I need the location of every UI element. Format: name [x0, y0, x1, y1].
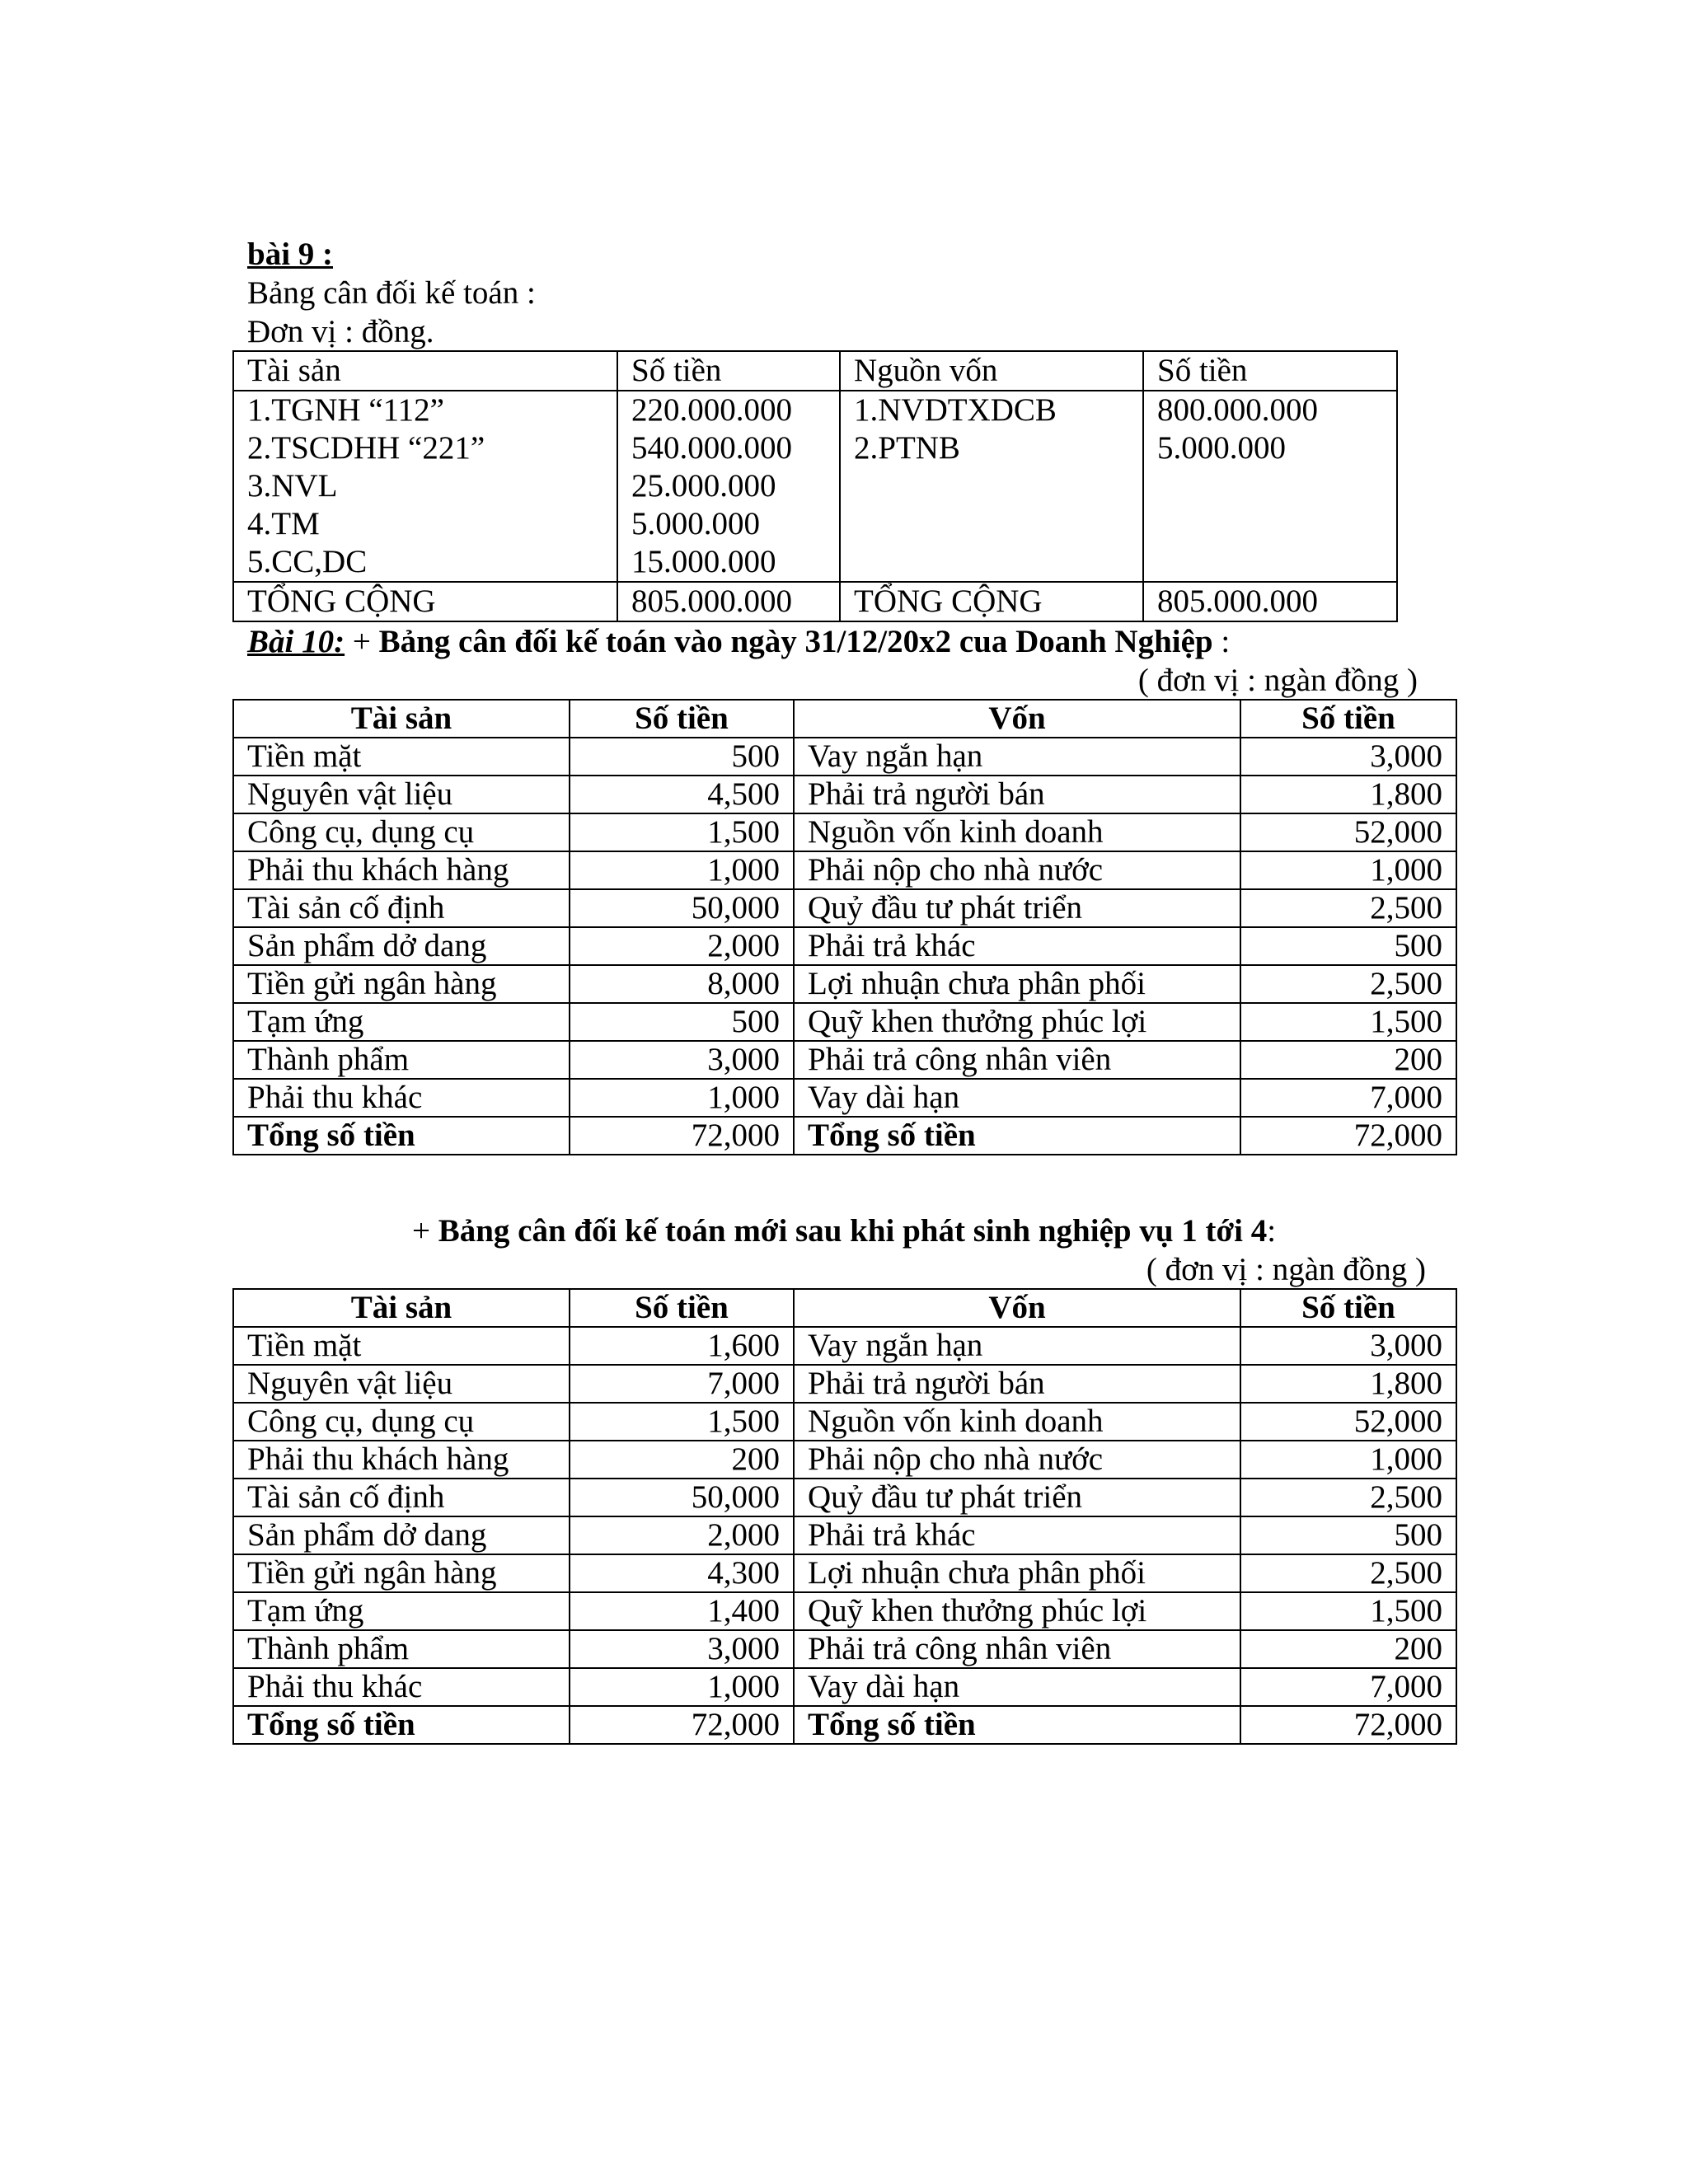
item-name-cell: Thành phẩm: [233, 1041, 570, 1079]
total-value: 72,000: [570, 1117, 794, 1155]
amount-cell: 200: [570, 1441, 794, 1479]
total-label: Tổng số tiền: [794, 1706, 1240, 1744]
table-row: [233, 1479, 1456, 1516]
header-cell: Số tiền: [1143, 351, 1397, 391]
asset-value: 540.000.000: [631, 430, 792, 466]
item-name-cell: Tiền gửi ngân hàng: [233, 1554, 570, 1592]
amount-cell: 7,000: [1240, 1079, 1456, 1117]
table-row: [233, 1441, 1456, 1479]
table-total-row: [233, 582, 1397, 621]
asset-value: 220.000.000: [631, 392, 792, 428]
table-row: [233, 1554, 1456, 1592]
bai9-unit: Đơn vị : đồng.: [247, 314, 434, 349]
bai10-title-prefix: +: [345, 624, 379, 659]
amount-cell: 1,000: [1240, 851, 1456, 889]
amount-cell: 2,500: [1240, 1554, 1456, 1592]
table-row: [233, 851, 1456, 889]
header-cell: Số tiền: [570, 700, 794, 738]
total-value: 805.000.000: [617, 582, 840, 621]
item-name-cell: Phải trả khác: [794, 1516, 1240, 1554]
amount-cell: 1,800: [1240, 776, 1456, 813]
item-name-cell: Phải trả người bán: [794, 776, 1240, 813]
item-name-cell: Công cụ, dụng cụ: [233, 813, 570, 851]
bai10-title: Bảng cân đối kế toán vào ngày 31/12/20x2 cua Doanh Nghiệp: [378, 624, 1213, 659]
total-value: 72,000: [570, 1706, 794, 1744]
asset-item: 2.TSCDHH “221”: [247, 430, 485, 466]
item-name-cell: Phải thu khách hàng: [233, 851, 570, 889]
table-row: [233, 1630, 1456, 1668]
table-row: [233, 1403, 1456, 1441]
header-cell: Nguồn vốn: [840, 351, 1143, 391]
asset-list-cell: [233, 391, 617, 582]
amount-cell: 500: [1240, 927, 1456, 965]
amount-cell: 200: [1240, 1630, 1456, 1668]
amount-cell: 1,000: [570, 1668, 794, 1706]
new-table-title-prefix: +: [411, 1213, 438, 1249]
source-item: 1.NVDTXDCB: [854, 392, 1057, 428]
item-name-cell: Tiền mặt: [233, 738, 570, 776]
amount-cell: 1,000: [1240, 1441, 1456, 1479]
new-balance-table: [232, 1288, 1457, 1745]
header-cell: Tài sản: [233, 700, 570, 738]
amount-cell: 1,500: [570, 813, 794, 851]
table-row: [233, 1003, 1456, 1041]
table-row: [233, 391, 1397, 582]
bai9-heading: bài 9 :: [247, 237, 334, 272]
header-cell: Tài sản: [233, 1289, 570, 1327]
item-name-cell: Vay ngắn hạn: [794, 738, 1240, 776]
item-name-cell: Phải trả công nhân viên: [794, 1630, 1240, 1668]
item-name-cell: Nguyên vật liệu: [233, 776, 570, 813]
table-row: [233, 1041, 1456, 1079]
table-total-row: [233, 1706, 1456, 1744]
item-name-cell: Quỷ đầu tư phát triển: [794, 1479, 1240, 1516]
amount-cell: 3,000: [570, 1041, 794, 1079]
amount-cell: 2,500: [1240, 889, 1456, 927]
total-value: 72,000: [1240, 1706, 1456, 1744]
source-value-cell: [1143, 391, 1397, 582]
item-name-cell: Phải thu khách hàng: [233, 1441, 570, 1479]
amount-cell: 500: [570, 738, 794, 776]
amount-cell: 3,000: [1240, 738, 1456, 776]
item-name-cell: Phải trả khác: [794, 927, 1240, 965]
header-cell: Tài sản: [233, 351, 617, 391]
item-name-cell: Tạm ứng: [233, 1592, 570, 1630]
asset-value: 15.000.000: [631, 544, 776, 579]
amount-cell: 1,600: [570, 1327, 794, 1365]
item-name-cell: Phải trả người bán: [794, 1365, 1240, 1403]
table-row: [233, 738, 1456, 776]
amount-cell: 2,000: [570, 927, 794, 965]
total-label: Tổng số tiền: [233, 1706, 570, 1744]
total-label: Tổng số tiền: [794, 1117, 1240, 1155]
header-cell: Vốn: [794, 700, 1240, 738]
item-name-cell: Nguồn vốn kinh doanh: [794, 1403, 1240, 1441]
total-label: TỔNG CỘNG: [233, 582, 617, 621]
amount-cell: 4,500: [570, 776, 794, 813]
total-value: 72,000: [1240, 1117, 1456, 1155]
new-table-unit: ( đơn vị : ngàn đồng ): [1146, 1252, 1426, 1287]
item-name-cell: Vay ngắn hạn: [794, 1327, 1240, 1365]
source-value: 5.000.000: [1157, 430, 1286, 466]
item-name-cell: Nguyên vật liệu: [233, 1365, 570, 1403]
bai10-unit: ( đơn vị : ngàn đồng ): [1137, 663, 1418, 698]
amount-cell: 7,000: [570, 1365, 794, 1403]
amount-cell: 52,000: [1240, 813, 1456, 851]
asset-value: 5.000.000: [631, 506, 760, 541]
item-name-cell: Lợi nhuận chưa phân phối: [794, 965, 1240, 1003]
item-name-cell: Vay dài hạn: [794, 1079, 1240, 1117]
amount-cell: 50,000: [570, 889, 794, 927]
item-name-cell: Tiền mặt: [233, 1327, 570, 1365]
bai9-subtitle: Bảng cân đối kế toán :: [247, 275, 536, 311]
amount-cell: 1,000: [570, 851, 794, 889]
table-row: [233, 1365, 1456, 1403]
total-label: TỔNG CỘNG: [840, 582, 1143, 621]
item-name-cell: Quỷ đầu tư phát triển: [794, 889, 1240, 927]
table-header-row: [233, 1289, 1456, 1327]
amount-cell: 4,300: [570, 1554, 794, 1592]
table-header-row: [233, 351, 1397, 391]
table-row: [233, 1668, 1456, 1706]
new-table-title: Bảng cân đối kế toán mới sau khi phát sinh nghiệp vụ 1 tới 4: [438, 1213, 1268, 1249]
item-name-cell: Vay dài hạn: [794, 1668, 1240, 1706]
amount-cell: 1,000: [570, 1079, 794, 1117]
item-name-cell: Phải thu khác: [233, 1079, 570, 1117]
source-value: 800.000.000: [1157, 392, 1318, 428]
bai10-title-line: [247, 622, 1230, 661]
amount-cell: 1,500: [1240, 1592, 1456, 1630]
asset-item: 3.NVL: [247, 468, 338, 504]
item-name-cell: Phải nộp cho nhà nước: [794, 1441, 1240, 1479]
asset-item: 5.CC,DC: [247, 544, 368, 579]
header-cell: Vốn: [794, 1289, 1240, 1327]
amount-cell: 200: [1240, 1041, 1456, 1079]
bai10-label: Bài 10:: [247, 624, 345, 659]
bai10-title-suffix: :: [1212, 624, 1231, 659]
bai10-table: [232, 699, 1457, 1155]
table-row: [233, 965, 1456, 1003]
source-list-cell: [840, 391, 1143, 582]
table-total-row: [233, 1117, 1456, 1155]
table-row: [233, 776, 1456, 813]
new-table-title-line: [232, 1212, 1456, 1250]
item-name-cell: Thành phẩm: [233, 1630, 570, 1668]
asset-value-cell: [617, 391, 840, 582]
bai10-table-body: [233, 738, 1456, 1155]
new-table-title-suffix: :: [1267, 1213, 1277, 1249]
amount-cell: 1,500: [1240, 1003, 1456, 1041]
amount-cell: 8,000: [570, 965, 794, 1003]
table-row: [233, 927, 1456, 965]
item-name-cell: Phải thu khác: [233, 1668, 570, 1706]
amount-cell: 2,500: [1240, 965, 1456, 1003]
header-cell: Số tiền: [617, 351, 840, 391]
header-cell: Số tiền: [570, 1289, 794, 1327]
amount-cell: 500: [1240, 1516, 1456, 1554]
amount-cell: 1,800: [1240, 1365, 1456, 1403]
table-row: [233, 813, 1456, 851]
item-name-cell: Quỹ khen thưởng phúc lợi: [794, 1592, 1240, 1630]
item-name-cell: Lợi nhuận chưa phân phối: [794, 1554, 1240, 1592]
amount-cell: 50,000: [570, 1479, 794, 1516]
amount-cell: 52,000: [1240, 1403, 1456, 1441]
asset-item: 4.TM: [247, 506, 320, 541]
item-name-cell: Sản phẩm dở dang: [233, 927, 570, 965]
asset-item: 1.TGNH “112”: [247, 392, 444, 428]
item-name-cell: Phải nộp cho nhà nước: [794, 851, 1240, 889]
amount-cell: 500: [570, 1003, 794, 1041]
amount-cell: 3,000: [570, 1630, 794, 1668]
item-name-cell: Sản phẩm dở dang: [233, 1516, 570, 1554]
item-name-cell: Tạm ứng: [233, 1003, 570, 1041]
item-name-cell: Phải trả công nhân viên: [794, 1041, 1240, 1079]
amount-cell: 2,500: [1240, 1479, 1456, 1516]
bai9-table: [232, 350, 1398, 622]
header-cell: Số tiền: [1240, 700, 1456, 738]
asset-value: 25.000.000: [631, 468, 776, 504]
table-row: [233, 1592, 1456, 1630]
item-name-cell: Tài sản cố định: [233, 1479, 570, 1516]
item-name-cell: Công cụ, dụng cụ: [233, 1403, 570, 1441]
amount-cell: 3,000: [1240, 1327, 1456, 1365]
source-item: 2.PTNB: [854, 430, 960, 466]
table-header-row: [233, 700, 1456, 738]
amount-cell: 7,000: [1240, 1668, 1456, 1706]
amount-cell: 1,400: [570, 1592, 794, 1630]
total-label: Tổng số tiền: [233, 1117, 570, 1155]
item-name-cell: Tài sản cố định: [233, 889, 570, 927]
table-row: [233, 889, 1456, 927]
amount-cell: 1,500: [570, 1403, 794, 1441]
item-name-cell: Quỹ khen thưởng phúc lợi: [794, 1003, 1240, 1041]
total-value: 805.000.000: [1143, 582, 1397, 621]
table-row: [233, 1079, 1456, 1117]
item-name-cell: Tiền gửi ngân hàng: [233, 965, 570, 1003]
table-row: [233, 1327, 1456, 1365]
item-name-cell: Nguồn vốn kinh doanh: [794, 813, 1240, 851]
table-row: [233, 1516, 1456, 1554]
new-table-body: [233, 1327, 1456, 1744]
header-cell: Số tiền: [1240, 1289, 1456, 1327]
amount-cell: 2,000: [570, 1516, 794, 1554]
